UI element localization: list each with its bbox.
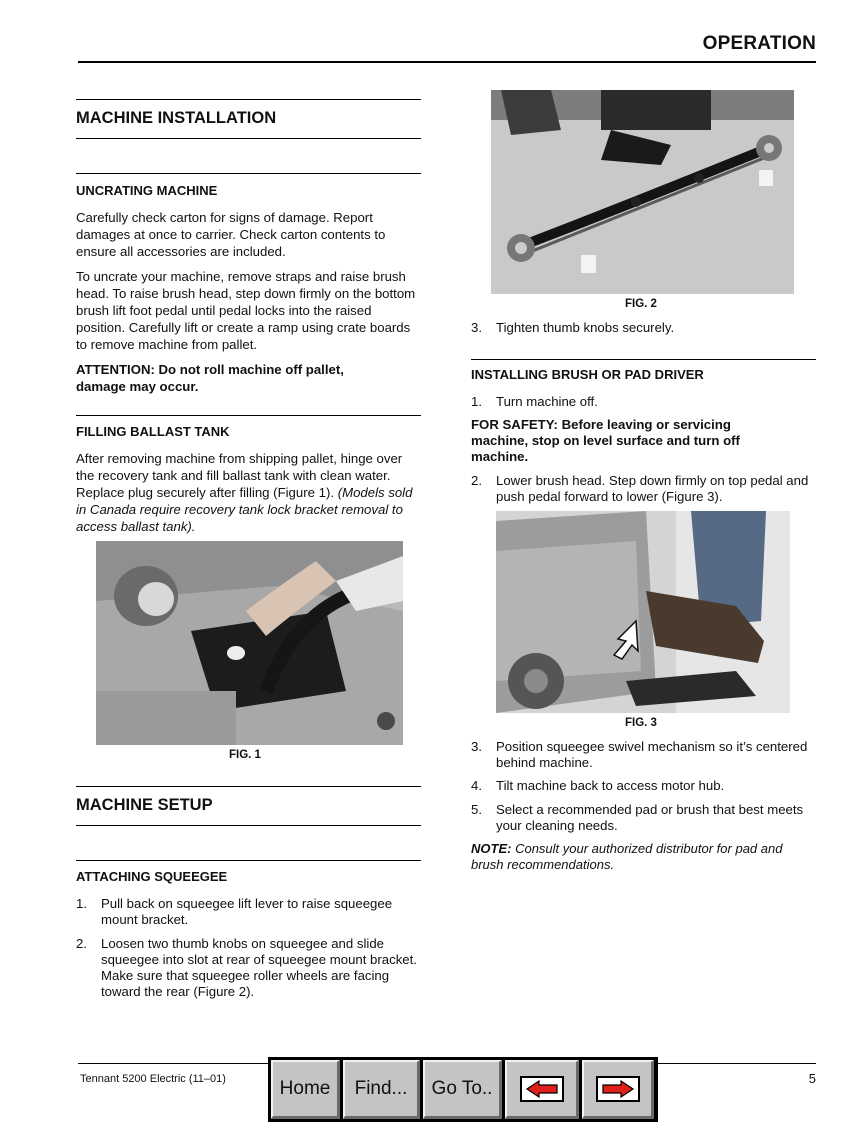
- goto-button[interactable]: Go To..: [423, 1060, 502, 1119]
- step-number: 3.: [471, 739, 482, 754]
- ballast-text: After removing machine from shipping pallet, hinge over the recovery tank and fill ballast tank with clean water. Replace plug securely after filling (Figure 1).: [76, 451, 403, 500]
- section-rule: [76, 825, 421, 826]
- next-page-button[interactable]: [582, 1060, 654, 1119]
- attaching-squeegee-heading: ATTACHING SQUEEGEE: [76, 869, 228, 884]
- section-rule: [76, 786, 421, 787]
- right-arrow-icon: [596, 1076, 640, 1102]
- brush-step-2: [471, 473, 816, 505]
- step-number: 1.: [471, 394, 482, 409]
- step-text: Tighten thumb knobs securely.: [496, 320, 675, 335]
- uncrating-paragraph-1: Carefully check carton for signs of damage. Report damages at once to carrier. Check carton contents to ensure all accessories are included.: [76, 210, 386, 259]
- figure-1-caption: FIG. 1: [229, 749, 261, 761]
- section-rule: [76, 99, 421, 100]
- right-column: [471, 90, 816, 890]
- figure-3-caption: FIG. 3: [625, 717, 657, 729]
- machine-installation-heading: MACHINE INSTALLATION: [76, 109, 277, 127]
- subsection-rule: [471, 359, 816, 360]
- step-text: Loosen two thumb knobs on squeegee and slide squeegee into slot at rear of squeegee mount bracket. Make sure that squeegee roller wheels are facing toward the rear (Figure 2).: [101, 936, 417, 999]
- squeegee-step-3: [471, 320, 816, 336]
- footer-document-title: Tennant 5200 Electric (11–01): [80, 1073, 226, 1085]
- left-arrow-icon: [520, 1076, 564, 1102]
- step-text: Turn machine off.: [496, 394, 598, 409]
- ballast-italic-note: (Models sold in Canada require recovery tank lock bracket removal to access ballast tank).: [76, 485, 413, 534]
- section-rule: [76, 138, 421, 139]
- figure-2-photo: [491, 90, 794, 294]
- brush-step-3: [471, 739, 816, 771]
- figure-2-caption: FIG. 2: [625, 298, 657, 310]
- subsection-rule: [76, 415, 421, 416]
- step-number: 2.: [76, 936, 87, 951]
- step-text: Select a recommended pad or brush that best meets your cleaning needs.: [496, 802, 804, 833]
- note-label: NOTE:: [471, 841, 512, 856]
- step-number: 5.: [471, 802, 482, 817]
- machine-setup-heading: MACHINE SETUP: [76, 796, 213, 814]
- subsection-rule: [76, 173, 421, 174]
- header-rule: [78, 61, 816, 63]
- uncrating-paragraph-2: To uncrate your machine, remove straps and raise brush head. To raise brush head, step down firmly on the bottom brush lift foot pedal until pedal locks into the raised position. Carefully lift or create a ramp using crate boards to remove machine from pallet.: [76, 269, 416, 352]
- left-column: [76, 99, 421, 1009]
- step-text: Position squeegee swivel mechanism so it’s centered behind machine.: [496, 739, 808, 770]
- installing-brush-heading: INSTALLING BRUSH OR PAD DRIVER: [471, 367, 704, 382]
- safety-note: FOR SAFETY: Before leaving or servicing machine, stop on level surface and turn off machine.: [471, 417, 740, 464]
- step-text: Tilt machine back to access motor hub.: [496, 778, 725, 793]
- note-paragraph: [471, 841, 816, 873]
- step-text: Lower brush head. Step down firmly on top pedal and push pedal forward to lower (Figure 3).: [496, 473, 809, 504]
- subsection-rule: [76, 860, 421, 861]
- ballast-paragraph: [76, 450, 421, 535]
- step-number: 3.: [471, 320, 482, 335]
- brush-step-5: [471, 802, 816, 834]
- page-header-title: OPERATION: [702, 33, 816, 54]
- navigation-bar: [268, 1057, 658, 1122]
- figure-1-photo: [96, 541, 403, 745]
- page-number: 5: [808, 1071, 816, 1086]
- brush-step-4: [471, 778, 816, 794]
- step-text: Pull back on squeegee lift lever to raise squeegee mount bracket.: [101, 896, 393, 927]
- find-button[interactable]: Find...: [343, 1060, 420, 1119]
- uncrating-heading: UNCRATING MACHINE: [76, 183, 218, 198]
- attention-note: ATTENTION: Do not roll machine off pallet, damage may occur.: [76, 362, 344, 394]
- squeegee-step-2: [76, 936, 421, 1000]
- step-number: 4.: [471, 778, 482, 793]
- note-text: Consult your authorized distributor for pad and brush recommendations.: [471, 841, 783, 872]
- home-button[interactable]: Home: [271, 1060, 340, 1119]
- squeegee-step-1: [76, 896, 421, 928]
- ballast-heading: FILLING BALLAST TANK: [76, 424, 230, 439]
- step-number: 1.: [76, 896, 87, 911]
- previous-page-button[interactable]: [505, 1060, 579, 1119]
- brush-step-1: [471, 394, 816, 410]
- step-number: 2.: [471, 473, 482, 488]
- figure-3-photo: [496, 511, 790, 713]
